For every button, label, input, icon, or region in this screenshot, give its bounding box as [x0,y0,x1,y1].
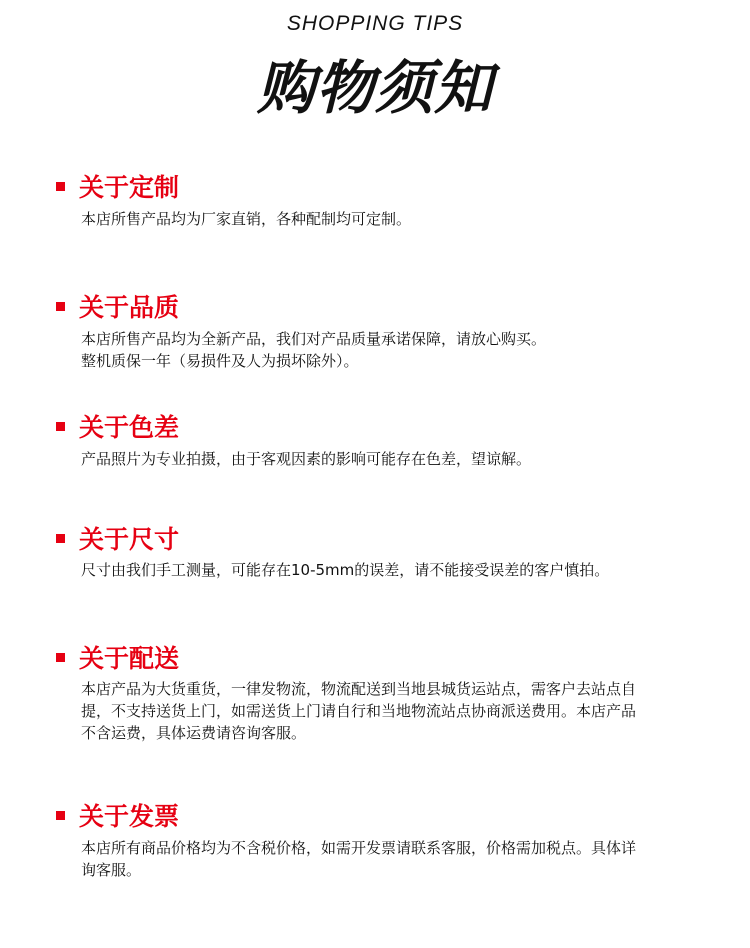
section-body [81,837,711,881]
body-line: 本店所售产品均为全新产品，我们对产品质量承诺保障，请放心购买。 [81,330,547,348]
body-line: 本店所有商品价格均为不含税价格，如需开发票请联系客服，价格需加税点。具体详 [81,839,637,857]
bullet-square-icon [56,182,65,191]
bullet-square-icon [56,422,65,431]
section-body [81,678,711,744]
header-chinese-title: 购物须知 [256,54,493,122]
bullet-square-icon [56,653,65,662]
bullet-square-icon [56,811,65,820]
section-title: 关于定制 [79,173,180,202]
body-line: 尺寸由我们手工测量，可能存在10-5mm的误差，请不能接受误差的客户慎拍。 [81,561,610,579]
header-english-title: SHOPPING TIPS [286,12,464,35]
body-line: 产品照片为专业拍摄，由于客观因素的影响可能存在色差，望谅解。 [81,450,532,468]
body-line: 提，不支持送货上门，如需送货上门请自行和当地物流站点协商派送费用。本店产品 [81,702,637,720]
section-title: 关于品质 [79,293,180,322]
body-line: 不含运费，具体运费请咨询客服。 [81,724,307,742]
section-title: 关于尺寸 [79,525,180,554]
body-line: 本店所售产品均为厂家直销，各种配制均可定制。 [81,210,412,228]
body-line: 整机质保一年（易损件及人为损坏除外）。 [81,352,359,370]
section-body [81,328,711,372]
section-title: 关于色差 [79,413,180,442]
section-body [81,208,711,230]
bullet-square-icon [56,534,65,543]
section-title: 关于发票 [79,802,180,831]
section-body [81,448,711,470]
body-line: 本店产品为大货重货，一律发物流，物流配送到当地县城货运站点，需客户去站点自 [81,680,637,698]
section-body [81,559,711,581]
bullet-square-icon [56,302,65,311]
body-line: 询客服。 [81,861,142,879]
section-title: 关于配送 [79,644,180,673]
